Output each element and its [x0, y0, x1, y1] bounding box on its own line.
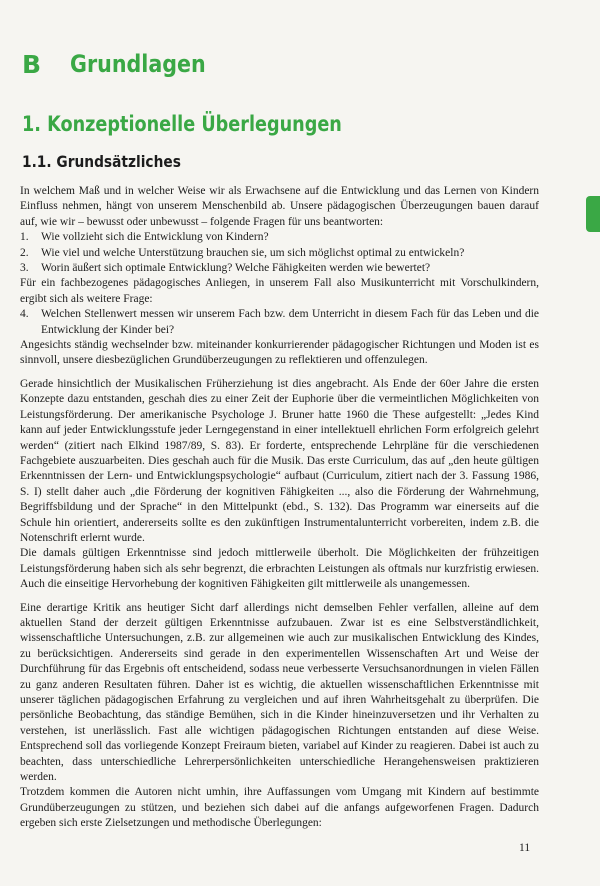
- list-text: Worin äußert sich optimale Entwicklung? Welche Fähigkeiten werden wie bewertet?: [41, 262, 431, 275]
- chapter-thumb-tab: [586, 196, 600, 232]
- body-text: [20, 184, 539, 832]
- list-number: 1.: [20, 231, 29, 244]
- list-text: Wie vollzieht sich die Entwicklung von Kindern?: [41, 231, 269, 244]
- page-number: 11: [519, 842, 531, 854]
- question-list: [20, 230, 539, 276]
- chapter-heading: 1. Konzeptionelle Überlegungen: [22, 112, 342, 136]
- list-text: Welchen Stellenwert messen wir unserem Fach bzw. dem Unterricht in diesem Fach für das Leben und die Entwicklung der Kinder bei?: [41, 308, 539, 336]
- paragraph-subject-question: Für ein fachbezogenes pädagogisches Anliegen, in unserem Fall also Musikunterricht mit Vorschulkindern, ergibt sich als weitere Frage:: [20, 277, 539, 305]
- paragraph-reflection: Angesichts ständig wechselnder bzw. miteinander konkurrierender pädagogischer Richtungen und Moden ist es sinnvoll, unsere diesbezüglichen Grundüberzeugungen zu reflektieren und offenzulegen.: [20, 339, 539, 367]
- list-item: [20, 246, 539, 261]
- section-title: Grundlagen: [70, 50, 206, 78]
- paragraph-conclusion: Trotzdem kommen die Autoren nicht umhin, ihre Auffassungen vom Umgang mit Kindern auf bestimmte Grundüberzeugungen zu stützen, und beziehen sich dabei auf die anfangs aufgeworfenen Fragen. Dadurch ergeben sich erste Zielsetzungen und methodische Überlegungen:: [20, 786, 539, 830]
- list-item: [20, 307, 539, 338]
- list-number: 2.: [20, 246, 29, 259]
- question-list-extra: [20, 307, 539, 338]
- list-item: [20, 261, 539, 276]
- list-number: 4.: [20, 308, 29, 321]
- list-text: Wie viel und welche Unterstützung brauchen sie, um sich möglichst optimal zu entwickeln?: [41, 246, 465, 259]
- section-letter: B: [22, 50, 42, 79]
- list-item: [20, 230, 539, 245]
- list-number: 3.: [20, 262, 29, 275]
- sub-heading: 1.1. Grundsätzliches: [22, 152, 181, 171]
- paragraph-intro: In welchem Maß und in welcher Weise wir als Erwachsene auf die Entwicklung und das Lernen von Kindern Einfluss nehmen, hängt von unserem Menschenbild ab. Unsere pädagogischen Überzeugungen bauen darauf auf, wie wir – bewusst oder unbewusst – folgende Fragen für uns beantworten:: [20, 185, 539, 228]
- paragraph-critique: Eine derartige Kritik ans heutiger Sicht darf allerdings nicht demselben Fehler verfallen, alleine auf dem aktuellen Stand der derzeit gültigen Erkenntnisse aufzubauen. Zwar ist es eine Selbstverständlichkeit, wissenschaftliche Untersuchungen, z.B. zur allgemeinen wie auch zur musikalischen Entwicklung des Kindes, zu berücksichtigen. Andererseits sind gerade in den experimentellen Wissenschaften Art und Weise der Durchführung für das Ergebnis oft entscheidend, sodass neue verbesserte Versuchsanordnungen in vielen Fällen zu ganz anderen Resultaten führen. Daher ist es wichtig, die aktuellen wissenschaftlichen Erkenntnisse mit unserer täglichen pädagogischen Erfahrung zu vergleichen und auf ihren Wahrheitsgehalt zu überprüfen. Die persönliche Beobachtung, das ständige Bemühen, sich in die Kinder hineinzuversetzen und ihr Verhalten zu verstehen, ist unerlässlich. Fast alle wichtigen pädagogischen Richtungen entstanden auf diese Weise. Entsprechend soll das vorliegende Konzept Freiraum bieten, variabel auf Kinder zu reagieren. Dabei ist auch zu beachten, dass unterschiedliche Lehrerpersönlichkeiten unterschiedliche Herangehensweisen praktizieren werden.: [20, 601, 539, 784]
- paragraph-outdated: Die damals gültigen Erkenntnisse sind jedoch mittlerweile überholt. Die Möglichkeiten der frühzeitigen Leistungsförderung haben sich als sehr begrenzt, die erbrachten Leistungen als oftmals nur kurzfristig erwiesen. Auch die einseitige Hervorhebung der kognitiven Fähigkeiten gilt mittlerweile als unangemessen.: [20, 547, 539, 591]
- paragraph-history: Gerade hinsichtlich der Musikalischen Früherziehung ist dies angebracht. Als Ende der 60er Jahre die ersten Konzepte dazu entstanden, geschah dies zu einer Zeit der Euphorie über die vermeintlichen Möglichkeiten von Leistungsförderung. Der amerikanische Psychologe J. Bruner hatte 1960 die These aufgestellt: „Jedes Kind kann auf jeder Entwicklungsstufe jeder Lerngegenstand in einer intellektuell ehrlichen Form erfolgreich gelehrt werden“ (zitiert nach Elkind 1987/89, S. 83). Er forderte, entsprechende Lehrpläne für die verschiedenen Fachgebiete auszuarbeiten. Dies geschah auch für die Musik. Das erste Curriculum, das auf „den heute gültigen Erkenntnissen der Lern- und Entwicklungspsychologie“ aufbaut (Curriculum, zitiert nach der 3. Fassung 1986, S. I) stellt daher auch „die Förderung der kognitiven Fähigkeiten ..., also die Förderung der Wahrnehmung, Begriffsbildung und der Sprache“ in den Mittelpunkt (ebd., S. 132). Das Programm war einerseits auf die Schule hin orientiert, andererseits sollte es den zukünftigen Instrumentalunterricht vorbereiten, indem z.B. die Notenschrift erlernt wurde.: [20, 377, 539, 544]
